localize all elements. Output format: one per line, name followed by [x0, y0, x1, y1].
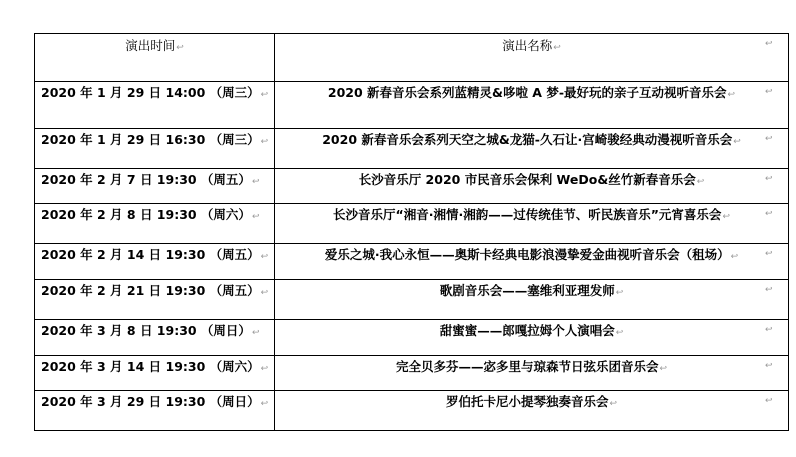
table-row — [35, 169, 789, 204]
cell-end-mark: ↩ — [727, 90, 736, 100]
cell-end-mark: ↩ — [260, 90, 269, 100]
row-end-mark: ↩ — [765, 209, 773, 219]
name-cell[interactable] — [275, 82, 789, 129]
name-cell[interactable] — [275, 169, 789, 204]
cell-end-mark: ↩ — [615, 288, 624, 298]
time-cell[interactable] — [35, 129, 275, 169]
performance-time: 2020 年 3 月 8 日 19:30 （周日） — [41, 323, 251, 338]
time-cell[interactable] — [35, 204, 275, 244]
time-cell[interactable] — [35, 244, 275, 280]
row-end-mark: ↩ — [765, 39, 773, 49]
performance-name: 歌剧音乐会——塞维利亚理发师 — [439, 283, 615, 298]
name-cell[interactable] — [275, 320, 789, 356]
performance-name: 长沙音乐厅“湘音·湘情·湘韵——过传统佳节、听民族音乐”元宵喜乐会 — [333, 207, 722, 222]
performance-time: 2020 年 3 月 14 日 19:30 （周六） — [41, 359, 260, 374]
name-cell[interactable] — [275, 280, 789, 320]
time-cell[interactable] — [35, 82, 275, 129]
time-cell[interactable] — [35, 356, 275, 391]
time-cell[interactable] — [35, 169, 275, 204]
performance-schedule-table — [34, 33, 789, 431]
cell-end-mark: ↩ — [260, 364, 269, 374]
performance-name: 2020 新春音乐会系列天空之城&龙猫-久石让·宫崎骏经典动漫视听音乐会 — [322, 132, 733, 147]
performance-time: 2020 年 2 月 14 日 19:30 （周五） — [41, 247, 260, 262]
table-row — [35, 244, 789, 280]
performance-time: 2020 年 2 月 7 日 19:30 （周五） — [41, 172, 251, 187]
table-row — [35, 320, 789, 356]
header-row — [35, 34, 789, 82]
cell-end-mark: ↩ — [722, 212, 730, 222]
cell-end-mark: ↩ — [260, 288, 269, 298]
cell-end-mark: ↩ — [260, 399, 269, 409]
cell-end-mark: ↩ — [696, 177, 705, 187]
cell-end-mark: ↩ — [659, 364, 668, 374]
cell-end-mark: ↩ — [553, 43, 561, 53]
row-end-mark: ↩ — [765, 325, 773, 335]
performance-name: 长沙音乐厅 2020 市民音乐会保利 WeDo&丝竹新春音乐会 — [358, 172, 696, 187]
time-cell[interactable] — [35, 391, 275, 431]
table-row — [35, 280, 789, 320]
name-cell[interactable] — [275, 244, 789, 280]
row-end-mark: ↩ — [765, 249, 773, 259]
cell-end-mark: ↩ — [251, 328, 260, 338]
row-end-mark: ↩ — [765, 87, 773, 97]
name-cell[interactable] — [275, 129, 789, 169]
name-cell[interactable] — [275, 356, 789, 391]
performance-name: 爱乐之城·我心永恒——奥斯卡经典电影浪漫挚爱金曲视听音乐会（租场） — [324, 247, 730, 262]
header-name-cell[interactable] — [275, 34, 789, 82]
name-cell[interactable] — [275, 204, 789, 244]
performance-name: 2020 新春音乐会系列蓝精灵&哆啦 A 梦-最好玩的亲子互动视听音乐会 — [327, 85, 727, 100]
name-cell[interactable] — [275, 391, 789, 431]
table-row — [35, 391, 789, 431]
cell-end-mark: ↩ — [730, 252, 739, 262]
cell-end-mark: ↩ — [733, 137, 741, 147]
header-name-label: 演出名称 — [502, 38, 553, 53]
row-end-mark: ↩ — [765, 285, 773, 295]
time-cell[interactable] — [35, 280, 275, 320]
performance-time: 2020 年 1 月 29 日 14:00 （周三） — [41, 85, 260, 100]
table-row — [35, 82, 789, 129]
performance-name: 罗伯托卡尼小提琴独奏音乐会 — [445, 394, 609, 409]
header-time-label: 演出时间 — [125, 38, 176, 53]
performance-time: 2020 年 2 月 8 日 19:30 （周六） — [41, 207, 251, 222]
table-row — [35, 356, 789, 391]
row-end-mark: ↩ — [765, 396, 773, 406]
cell-end-mark: ↩ — [615, 328, 624, 338]
cell-end-mark: ↩ — [176, 43, 184, 53]
performance-time: 2020 年 1 月 29 日 16:30 （周三） — [41, 132, 260, 147]
cell-end-mark: ↩ — [609, 399, 618, 409]
performance-time: 2020 年 2 月 21 日 19:30 （周五） — [41, 283, 260, 298]
row-end-mark: ↩ — [765, 361, 773, 371]
row-end-mark: ↩ — [765, 174, 773, 184]
performance-name: 甜蜜蜜——郎嘎拉姆个人演唱会 — [439, 323, 615, 338]
performance-name: 完全贝多芬——宓多里与琼森节日弦乐团音乐会 — [395, 359, 659, 374]
cell-end-mark: ↩ — [260, 252, 269, 262]
performance-time: 2020 年 3 月 29 日 19:30 （周日） — [41, 394, 260, 409]
time-cell[interactable] — [35, 320, 275, 356]
cell-end-mark: ↩ — [260, 137, 269, 147]
cell-end-mark: ↩ — [251, 177, 260, 187]
row-end-mark: ↩ — [765, 134, 773, 144]
table-row — [35, 204, 789, 244]
table-row — [35, 129, 789, 169]
header-time-cell[interactable] — [35, 34, 275, 82]
cell-end-mark: ↩ — [251, 212, 260, 222]
